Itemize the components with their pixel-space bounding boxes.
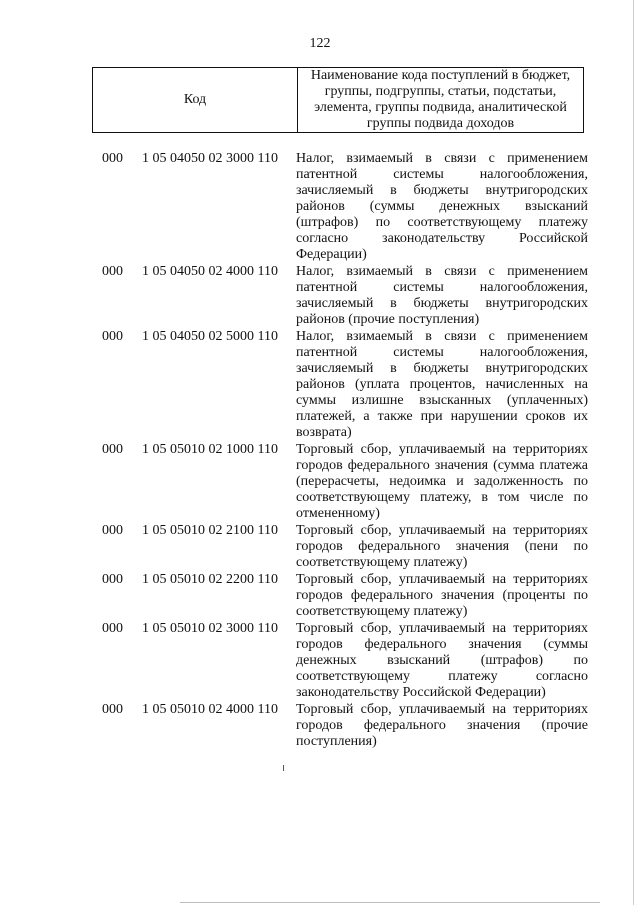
- revenue-code: 1 05 05010 02 4000 110: [142, 702, 278, 717]
- admin-code: 000: [102, 702, 123, 717]
- revenue-description: Налог, взимаемый в связи с применением патентной системы налогообложения, зачисляемый в бюджеты внутригородских районов (прочие поступления): [296, 264, 588, 327]
- revenue-description: Торговый сбор, уплачиваемый на территориях городов федерального значения (сумма платежа (перерасчеты, недоимка и задолженность по соответствующему платежу, в том числе по отмененному): [296, 442, 588, 521]
- admin-code: 000: [102, 621, 123, 636]
- admin-code: 000: [102, 151, 123, 166]
- revenue-code: 1 05 05010 02 1000 110: [142, 442, 278, 457]
- scan-speck: [283, 765, 284, 771]
- admin-code: 000: [102, 523, 123, 538]
- table-row: [102, 264, 588, 328]
- revenue-code: 1 05 05010 02 2100 110: [142, 523, 278, 538]
- page-right-edge: [633, 0, 634, 905]
- table-row: [102, 442, 588, 522]
- table-header: [92, 67, 584, 133]
- table-row: [102, 702, 588, 750]
- header-name-cell: Наименование кода поступлений в бюджет, группы, подгруппы, статьи, подстатьи, элемента, группы подвида, аналитической группы подвида доходов: [298, 68, 584, 133]
- revenue-description: Налог, взимаемый в связи с применением патентной системы налогообложения, зачисляемый в бюджеты внутригородских районов (уплата процентов, начисленных на суммы излишне взысканных (уплаченных) платежей, а также при нарушении сроков их возврата): [296, 329, 588, 440]
- revenue-description: Торговый сбор, уплачиваемый на территориях городов федерального значения (пени по соответствующему платежу): [296, 523, 588, 570]
- page-bottom-edge: [180, 902, 600, 903]
- revenue-code: 1 05 05010 02 2200 110: [142, 572, 278, 587]
- admin-code: 000: [102, 264, 123, 279]
- table-row: [102, 151, 588, 263]
- admin-code: 000: [102, 572, 123, 587]
- revenue-code: 1 05 04050 02 4000 110: [142, 264, 278, 279]
- page-number: 122: [309, 36, 331, 51]
- revenue-description: Торговый сбор, уплачиваемый на территориях городов федерального значения (прочие поступления): [296, 702, 588, 749]
- revenue-code: 1 05 04050 02 3000 110: [142, 151, 278, 166]
- table-row: [102, 572, 588, 620]
- revenue-code: 1 05 05010 02 3000 110: [142, 621, 278, 636]
- revenue-description: Торговый сбор, уплачиваемый на территориях городов федерального значения (суммы денежных взысканий (штрафов) по соответствующему платежу согласно законодательству Российской Федерации): [296, 621, 588, 700]
- table-row: [102, 329, 588, 441]
- revenue-code: 1 05 04050 02 5000 110: [142, 329, 278, 344]
- revenue-description: Налог, взимаемый в связи с применением патентной системы налогообложения, зачисляемый в бюджеты внутригородских районов (суммы денежных взысканий (штрафов) по соответствующему платежу согласно законодательству Российской Федерации): [296, 151, 588, 262]
- header-code-cell: Код: [93, 68, 298, 133]
- admin-code: 000: [102, 329, 123, 344]
- table-header-row: [93, 68, 584, 133]
- admin-code: 000: [102, 442, 123, 457]
- table-row: [102, 621, 588, 701]
- table-body: [102, 151, 588, 751]
- table-row: [102, 523, 588, 571]
- revenue-description: Торговый сбор, уплачиваемый на территориях городов федерального значения (проценты по соответствующему платежу): [296, 572, 588, 619]
